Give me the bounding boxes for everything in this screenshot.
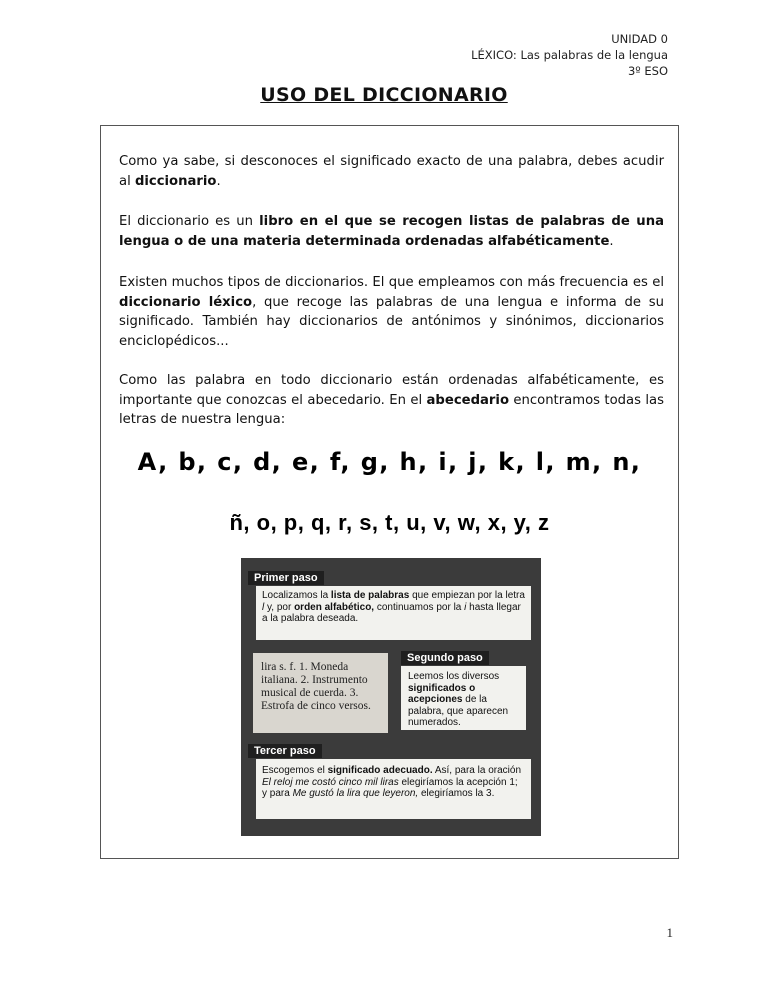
text: Localizamos la [262, 590, 331, 601]
text: . [216, 173, 221, 189]
text: hasta llegar a la palabra deseada. [262, 601, 521, 625]
page-number: 1 [666, 925, 673, 940]
page-header [471, 31, 668, 79]
header-unit: UNIDAD 0 [611, 32, 668, 46]
text: El diccionario es un [119, 214, 260, 229]
bold-term: diccionario léxico [119, 294, 253, 310]
step-2-label: Segundo paso [401, 651, 489, 665]
bold-term: lista de palabras [330, 590, 410, 601]
dictionary-entry-card: lira s. f. 1. Moneda italiana. 2. Instrumento musical de cuerda. 3. Estrofa de cinco versos. [253, 653, 388, 733]
alphabet-line-1: A, b, c, d, e, f, g, h, i, j, k, l, m, n, [137, 448, 642, 476]
bold-term: orden alfabético, [294, 601, 375, 613]
text: elegiríamos la acepción 1; y para [262, 776, 518, 800]
text: Como ya sabe, si desconoces el significado exacto de una palabra, debes acudir al [119, 154, 664, 189]
text: y, por [264, 601, 295, 613]
text: Existen muchos tipos de diccionarios. El que empleamos con más frecuencia es el [119, 275, 664, 290]
header-topic: LÉXICO: Las palabras de la lengua [471, 48, 668, 62]
paragraph-intro [119, 152, 664, 191]
bold-term: significados o acepciones [408, 682, 476, 706]
dictionary-steps-image [241, 558, 541, 836]
bold-term: significado adecuado. [327, 765, 433, 776]
text: Como las palabra en todo diccionario están ordenadas alfabéticamente, es importante que conozcas el abecedario. En el [119, 373, 664, 408]
text: que empiezan por la letra [409, 590, 525, 601]
italic-term: Me gustó la lira que leyeron, [292, 788, 419, 800]
italic-term: l [262, 601, 265, 613]
step-3-label: Tercer paso [248, 744, 322, 758]
step-2-panel [401, 666, 526, 730]
text: Así, para la oración [432, 765, 522, 776]
text: continuamos por la [374, 601, 465, 613]
step-3-panel [256, 759, 531, 819]
header-grade: 3º ESO [627, 64, 668, 78]
text: . [609, 233, 614, 249]
text: de la palabra, que aparecen numerados. [408, 694, 509, 729]
paragraph-alphabet [119, 371, 664, 430]
text: encontramos todas las letras de nuestra lengua: [119, 392, 664, 427]
italic-term: El reloj me costó cinco mil liras [262, 776, 399, 788]
step-1-label: Primer paso [248, 571, 324, 585]
alphabet-line-2: ñ, o, p, q, r, s, t, u, v, w, x, y, z [229, 510, 550, 535]
italic-term: i [464, 601, 467, 613]
paragraph-types [119, 273, 664, 351]
bold-term: abecedario [426, 392, 509, 408]
text: , que recoge las palabras de una lengua e informa de su significado. También hay diccionarios de antónimos y sinónimos, diccionarios enciclopédicos... [119, 294, 664, 349]
text: Escogemos el [262, 765, 328, 776]
bold-term: libro en el que se recogen listas de palabras de una lengua o de una materia determinada ordenadas alfabéticamente [119, 214, 664, 249]
text: elegiríamos la 3. [418, 788, 495, 800]
text: Leemos los diversos [408, 671, 500, 682]
page-title: USO DEL DICCIONARIO [260, 84, 508, 106]
paragraph-definition [119, 212, 664, 251]
bold-term: diccionario [134, 173, 217, 189]
content-box [100, 125, 679, 859]
step-1-panel [256, 586, 531, 640]
